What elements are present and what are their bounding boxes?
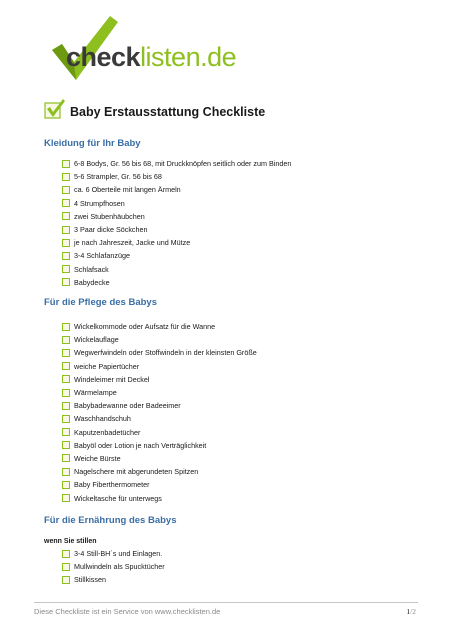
- title-row: [44, 98, 265, 120]
- list-item[interactable]: [62, 170, 291, 183]
- checkbox[interactable]: [62, 252, 70, 260]
- item-label: weiche Papiertücher: [74, 361, 140, 371]
- section-heading-nutrition: Für die Ernährung des Babys: [44, 515, 177, 526]
- item-label: 3 Paar dicke Söckchen: [74, 225, 148, 235]
- item-label: Wickelauflage: [74, 335, 119, 345]
- checkbox[interactable]: [62, 160, 70, 168]
- list-item[interactable]: [62, 560, 165, 573]
- list-item[interactable]: [62, 491, 257, 504]
- checkbox[interactable]: [62, 454, 70, 462]
- list-item[interactable]: [62, 478, 257, 491]
- list-item[interactable]: [62, 452, 257, 465]
- item-label: Schlafsack: [74, 264, 109, 274]
- subheading-breastfeeding: wenn Sie stillen: [44, 538, 97, 545]
- list-item[interactable]: [62, 197, 291, 210]
- item-label: Weiche Bürste: [74, 453, 121, 463]
- item-label: Wegwerfwindeln oder Stoffwindeln in der kleinsten Größe: [74, 348, 257, 358]
- checklist-care: [62, 320, 257, 505]
- checkbox[interactable]: [62, 494, 70, 502]
- footer-text: Diese Checkliste ist ein Service von www.checklisten.de: [34, 607, 221, 616]
- list-item[interactable]: [62, 223, 291, 236]
- checkbox[interactable]: [62, 226, 70, 234]
- checkbox[interactable]: [62, 173, 70, 181]
- checkbox[interactable]: [62, 550, 70, 558]
- logo-text-check: check: [66, 42, 141, 72]
- item-label: Wickelkommode oder Aufsatz für die Wanne: [74, 322, 216, 332]
- item-label: 6-8 Bodys, Gr. 56 bis 68, mit Druckknöpfen seitlich oder zum Binden: [74, 159, 292, 169]
- list-item[interactable]: [62, 439, 257, 452]
- page-number: [406, 607, 416, 616]
- item-label: 3-4 Still-BH´s und Einlagen.: [74, 549, 163, 559]
- logo-wordmark: [66, 44, 236, 71]
- checkbox[interactable]: [62, 278, 70, 286]
- checkbox[interactable]: [62, 375, 70, 383]
- item-label: Waschhandschuh: [74, 414, 131, 424]
- checked-box-icon: [44, 98, 66, 120]
- checklist-nutrition: [62, 547, 165, 587]
- checkbox[interactable]: [62, 265, 70, 273]
- list-item[interactable]: [62, 373, 257, 386]
- item-label: Wärmelampe: [74, 388, 117, 398]
- list-item[interactable]: [62, 157, 291, 170]
- item-label: Windeleimer mit Deckel: [74, 374, 150, 384]
- list-item[interactable]: [62, 426, 257, 439]
- list-item[interactable]: [62, 386, 257, 399]
- section-heading-clothing: Kleidung für Ihr Baby: [44, 138, 141, 149]
- checkbox[interactable]: [62, 402, 70, 410]
- item-label: 3-4 Schlafanzüge: [74, 251, 130, 261]
- logo-text-listen: listen.de: [140, 42, 237, 72]
- page-total: /2: [410, 607, 416, 616]
- checkbox[interactable]: [62, 428, 70, 436]
- list-item[interactable]: [62, 276, 291, 289]
- item-label: Kaputzenbadetücher: [74, 427, 141, 437]
- list-item[interactable]: [62, 547, 165, 560]
- checkbox[interactable]: [62, 349, 70, 357]
- list-item[interactable]: [62, 360, 257, 373]
- list-item[interactable]: [62, 210, 291, 223]
- item-label: Mullwindeln als Spucktücher: [74, 562, 165, 572]
- checkbox[interactable]: [62, 199, 70, 207]
- list-item[interactable]: [62, 320, 257, 333]
- item-label: 5-6 Strampler, Gr. 56 bis 68: [74, 172, 162, 182]
- section-heading-care: Für die Pflege des Babys: [44, 297, 157, 308]
- checkbox[interactable]: [62, 212, 70, 220]
- list-item[interactable]: [62, 333, 257, 346]
- checkbox[interactable]: [62, 441, 70, 449]
- footer-divider: [34, 602, 418, 603]
- list-item[interactable]: [62, 183, 291, 196]
- page-current: 1: [406, 607, 411, 616]
- page-title: Baby Erstausstattung Checkliste: [70, 104, 266, 119]
- item-label: zwei Stubenhäubchen: [74, 211, 145, 221]
- list-item[interactable]: [62, 573, 165, 586]
- item-label: Babyöl oder Lotion je nach Verträglichkeit: [74, 440, 207, 450]
- checkbox[interactable]: [62, 468, 70, 476]
- item-label: Stillkissen: [74, 575, 106, 585]
- checkbox[interactable]: [62, 481, 70, 489]
- list-item[interactable]: [62, 249, 291, 262]
- item-label: ca. 6 Oberteile mit langen Ärmeln: [74, 185, 181, 195]
- checkbox[interactable]: [62, 563, 70, 571]
- checkbox[interactable]: [62, 389, 70, 397]
- item-label: 4 Strumpfhosen: [74, 198, 125, 208]
- list-item[interactable]: [62, 399, 257, 412]
- checkbox[interactable]: [62, 576, 70, 584]
- checkbox[interactable]: [62, 336, 70, 344]
- item-label: Baby Fiberthermometer: [74, 480, 150, 490]
- item-label: je nach Jahreszeit, Jacke und Mütze: [74, 238, 191, 248]
- item-label: Babydecke: [74, 277, 110, 287]
- list-item[interactable]: [62, 412, 257, 425]
- item-label: Nagelschere mit abgerundeten Spitzen: [74, 467, 199, 477]
- checkbox[interactable]: [62, 323, 70, 331]
- checkbox[interactable]: [62, 362, 70, 370]
- item-label: Babybadewanne oder Badeeimer: [74, 401, 181, 411]
- item-label: Wickeltasche für unterwegs: [74, 493, 162, 503]
- checkbox[interactable]: [62, 415, 70, 423]
- list-item[interactable]: [62, 236, 291, 249]
- list-item[interactable]: [62, 346, 257, 359]
- checkbox[interactable]: [62, 239, 70, 247]
- checklist-clothing: [62, 157, 291, 289]
- list-item[interactable]: [62, 465, 257, 478]
- list-item[interactable]: [62, 263, 291, 276]
- checkbox[interactable]: [62, 186, 70, 194]
